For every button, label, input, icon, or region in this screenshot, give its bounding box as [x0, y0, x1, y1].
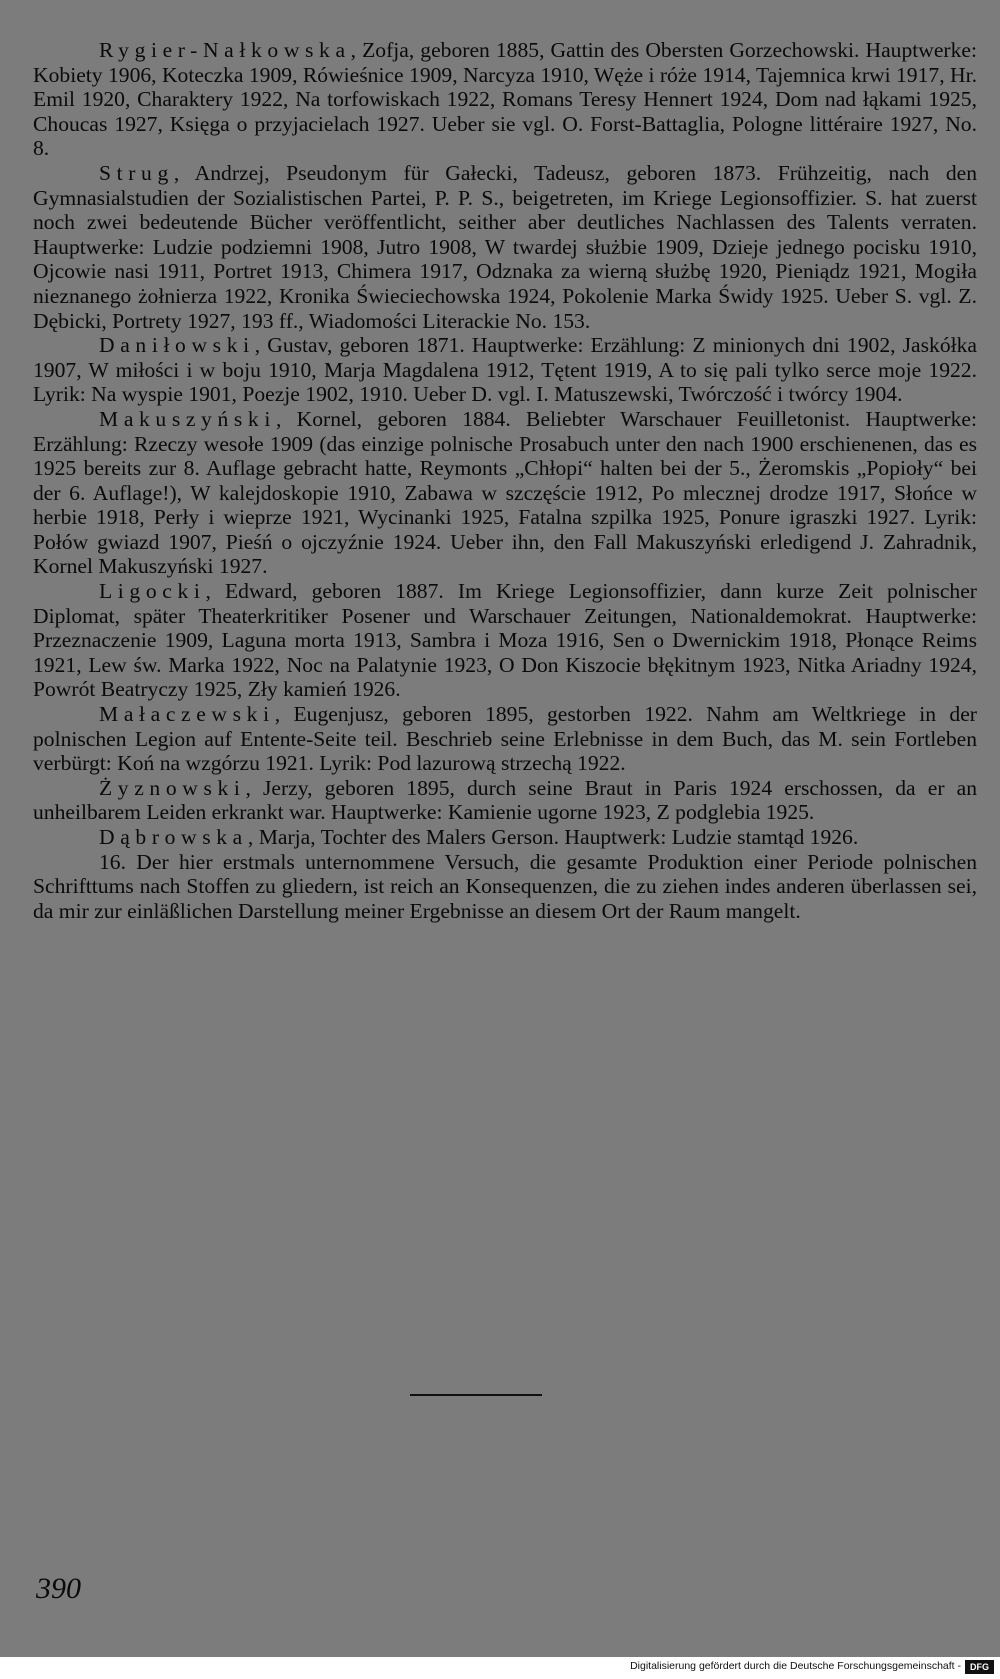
separator-rule	[410, 1394, 542, 1396]
body-text	[33, 38, 977, 923]
page-number: 390	[36, 1572, 81, 1605]
entry-paragraph	[33, 38, 977, 161]
entry-paragraph	[33, 825, 977, 850]
entry-name: Małaczewski	[99, 702, 275, 727]
footnote-paragraph	[33, 850, 977, 924]
entry-text: , Gustav, geboren 1871. Hauptwerke: Erzählung: Z minionych dni 1902, Jaskółka 1907, W miłości i w boju 1910, Marja Magdalena 1912, Tętent 1919, A to się pali tylko serce moje 1922. Lyrik: Na wyspie 1901, Poezje 1902, 1910. Ueber D. vgl. I. Matuszewski, Twórczość i twórcy 1904.	[33, 333, 977, 407]
entry-name: Strug	[99, 160, 174, 185]
entry-name: Żyznowski	[99, 775, 246, 800]
entry-text: , Edward, geboren 1887. Im Kriege Legionsoffizier, dann kurze Zeit polnischer Diplomat, später Theaterkritiker Posener und Warschauer Zeitungen, Nationaldemokrat. Hauptwerke: Przeznaczenie 1909, Laguna morta 1913, Sambra i Moza 1916, Sen o Dwernickim 1918, Płonące Reims 1921, Lew św. Marka 1922, Noc na Palatynie 1923, O Don Kiszocie błękitnym 1923, Nitka Ariadny 1924, Powrót Beatryczy 1925, Zły kamień 1926.	[33, 579, 977, 702]
entry-name: Makuszyński	[99, 406, 276, 431]
entry-name: Dąbrowska	[99, 825, 248, 849]
entry-name: Rygier-Nałkowska	[99, 38, 351, 62]
footnote-text: 16. Der hier erstmals unternommene Versuch, die gesamte Produktion einer Periode polnischen Schrifttums nach Stoffen zu gliedern, ist reich an Konsequenzen, die zu ziehen indes anderen überlassen sei, da mir zur einläßlichen Darstellung meiner Ergebnisse an diesem Ort der Raum mangelt.	[33, 849, 977, 923]
digitization-footer	[0, 1657, 1000, 1679]
entry-text: , Jerzy, geboren 1895, durch seine Braut in Paris 1924 erschossen, da er an unheilbarem Leiden erkrankt war. Hauptwerke: Kamienie ugorne 1923, Z podglebia 1925.	[33, 775, 977, 825]
dfg-logo-icon: DFG	[965, 1660, 994, 1674]
entry-text: , Andrzej, Pseudonym für Gałecki, Tadeusz, geboren 1873. Frühzeitig, nach den Gymnasialstudien der Sozialistischen Partei, P. P. S., beigetreten, im Kriege Legionsoffizier. S. hat zuerst noch zwei bedeutende Bücher veröffentlicht, seither aber deutliches Nachlassen des Talents verraten. Hauptwerke: Ludzie podziemni 1908, Jutro 1908, W twardej służbie 1909, Dzieje jednego pocisku 1910, Ojcowie nasi 1911, Portret 1913, Chimera 1917, Odznaka za wierną służbę 1920, Pieniądz 1921, Mogiła nieznanego żołnierza 1922, Kronika Świeciechowska 1924, Pokolenie Marka Świdy 1925. Ueber S. vgl. Z. Dębicki, Portrety 1927, 193 ff., Wiadomości Literackie No. 153.	[33, 160, 977, 333]
entry-name: Daniłowski	[99, 333, 255, 358]
entry-paragraph	[33, 161, 977, 333]
entry-text: , Marja, Tochter des Malers Gerson. Hauptwerk: Ludzie stamtąd 1926.	[247, 825, 859, 849]
entry-paragraph	[33, 407, 977, 579]
entry-text: , Kornel, geboren 1884. Beliebter Warschauer Feuilletonist. Hauptwerke: Erzählung: Rzeczy wesołe 1909 (das einzige polnische Prosabuch unter den nach 1900 erschienenen, das es 1925 bereits zur 8. Auflage gebracht hatte, Reymonts „Chłopi“ halten bei der 5., Żeromskis „Popioły“ bei der 6. Auflage!), W kalejdoskopie 1910, Zabawa w szczęście 1912, Po mlecznej drodze 1917, Słońce w herbie 1918, Perły i wieprze 1921, Wycinanki 1925, Fatalna szpilka 1925, Ponure igraszki 1927. Lyrik: Połów gwiazd 1907, Pieśń o ojczyźnie 1924. Ueber ihn, den Fall Makuszyński erledigend J. Zahradnik, Kornel Makuszyński 1927.	[33, 406, 977, 579]
entry-text: , Eugenjusz, geboren 1895, gestorben 1922. Nahm am Weltkriege in der polnischen Legion auf Entente-Seite teil. Beschrieb seine Erlebnisse in dem Buch, das M. sein Fortleben verbürgt: Koń na wzgórzu 1921. Lyrik: Pod lazurową strzechą 1922.	[33, 702, 977, 776]
entry-paragraph	[33, 776, 977, 825]
entry-name: Ligocki	[99, 579, 206, 604]
entry-paragraph	[33, 333, 977, 407]
entry-text: , Zofja, geboren 1885, Gattin des Obersten Gorzechowski. Hauptwerke: Kobiety 1906, Koteczka 1909, Rówieśnice 1909, Narcyza 1910, Węże i róże 1914, Tajemnica krwi 1917, Hr. Emil 1920, Charaktery 1922, Na torfowiskach 1922, Romans Teresy Hennert 1924, Dom nad łąkami 1925, Choucas 1927, Księga o przyjacielach 1927. Ueber sie vgl. O. Forst-Battaglia, Pologne littéraire 1927, No. 8.	[33, 38, 977, 161]
footer-credit: Digitalisierung gefördert durch die Deutsche Forschungsgemeinschaft -	[630, 1660, 961, 1672]
entry-paragraph	[33, 702, 977, 776]
entry-paragraph	[33, 579, 977, 702]
